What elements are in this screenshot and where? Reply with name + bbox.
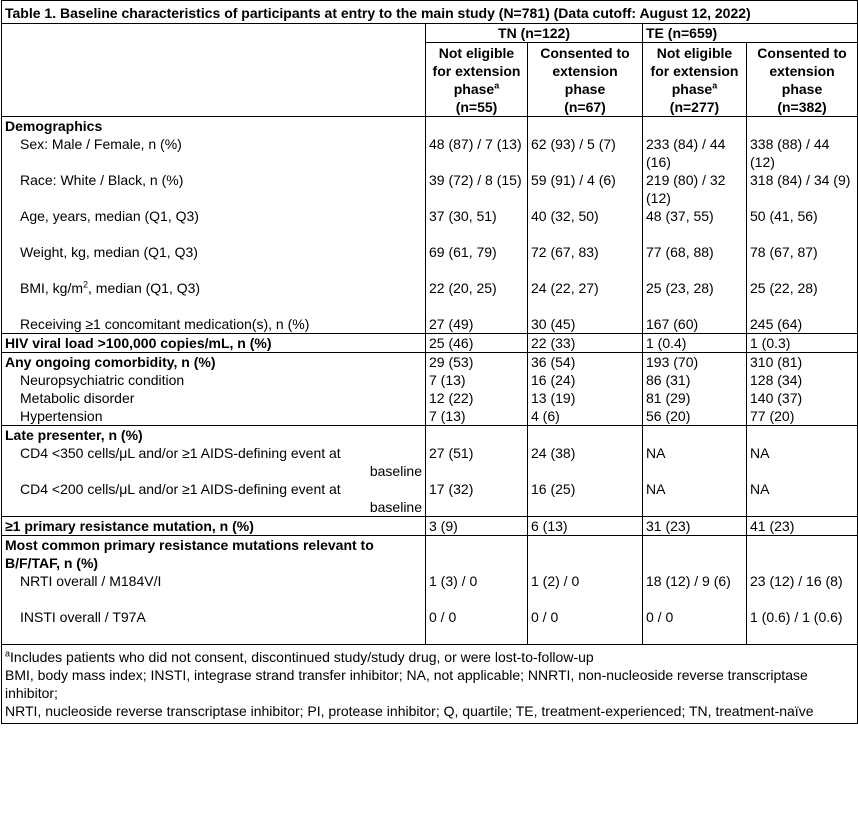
table-cell: NA xyxy=(643,480,747,517)
header-blank-cell xyxy=(2,24,426,117)
table-row xyxy=(2,480,858,517)
row-label-line: CD4 <350 cells/μL and/or ≥1 AIDS-defining event at xyxy=(20,445,341,461)
table-row xyxy=(2,207,858,243)
column-header-label: Consented to extension phase xyxy=(757,45,847,97)
row-label-comorbidity: Any ongoing comorbidity, n (%) xyxy=(2,353,426,372)
table-cell: 0 / 0 xyxy=(528,608,643,645)
row-label: Hypertension xyxy=(2,407,426,426)
table-cell: 48 (37, 55) xyxy=(643,207,747,243)
heading-line: Most common primary resistance mutations relevant to xyxy=(5,537,374,553)
table-row xyxy=(2,517,858,536)
table-cell: 77 (20) xyxy=(747,407,858,426)
footnote-marker: a xyxy=(712,80,718,91)
column-header-tn-consented xyxy=(528,43,643,117)
empty-cell xyxy=(643,536,747,573)
table-cell: 23 (12) / 16 (8) xyxy=(747,572,858,608)
table-row xyxy=(2,444,858,480)
row-label: Receiving ≥1 concomitant medication(s), n (%) xyxy=(2,315,426,334)
table-cell: 3 (9) xyxy=(426,517,528,536)
table-cell: 31 (23) xyxy=(643,517,747,536)
section-heading-demographics: Demographics xyxy=(2,117,426,136)
table-cell: 310 (81) xyxy=(747,353,858,372)
table-row xyxy=(2,334,858,353)
table-row xyxy=(2,243,858,279)
column-header-n: (n=382) xyxy=(777,99,827,115)
row-label xyxy=(2,444,426,480)
table-cell: 1 (0.4) xyxy=(643,334,747,353)
table-cell: 0 / 0 xyxy=(643,608,747,645)
footnote-marker: a xyxy=(494,80,500,91)
column-header-n: (n=277) xyxy=(669,99,720,115)
row-label: INSTI overall / T97A xyxy=(2,608,426,645)
row-label xyxy=(2,279,426,315)
footnote-abbreviations-1: BMI, body mass index; INSTI, integrase strand transfer inhibitor; NA, not applicable; NNRTI, non-nucleoside reverse transcriptase inhibitor; xyxy=(5,667,808,701)
table-cell: 59 (91) / 4 (6) xyxy=(528,171,643,207)
table-row xyxy=(2,407,858,426)
footnote-a-text: Includes patients who did not consent, discontinued study/study drug, or were lost-to-follow-up xyxy=(10,649,594,665)
table-row xyxy=(2,279,858,315)
table-cell: 6 (13) xyxy=(528,517,643,536)
table-cell: 27 (49) xyxy=(426,315,528,334)
row-label-hiv-viral-load: HIV viral load >100,000 copies/mL, n (%) xyxy=(2,334,426,353)
row-label-line: CD4 <200 cells/μL and/or ≥1 AIDS-defining event at xyxy=(20,481,341,497)
baseline-characteristics-table xyxy=(1,0,858,724)
table-cell: 24 (22, 27) xyxy=(528,279,643,315)
table-cell: 219 (80) / 32 (12) xyxy=(643,171,747,207)
table-cell: 50 (41, 56) xyxy=(747,207,858,243)
table-row xyxy=(2,572,858,608)
section-heading-common-mutations xyxy=(2,536,426,573)
table-cell: 25 (23, 28) xyxy=(643,279,747,315)
empty-cell xyxy=(528,536,643,573)
table-cell: 140 (37) xyxy=(747,389,858,407)
row-label: Neuropsychiatric condition xyxy=(2,371,426,389)
table-cell: 193 (70) xyxy=(643,353,747,372)
table-cell: 77 (68, 88) xyxy=(643,243,747,279)
table-cell: 1 (2) / 0 xyxy=(528,572,643,608)
table-cell: NA xyxy=(643,444,747,480)
table-cell: 1 (0.6) / 1 (0.6) xyxy=(747,608,858,645)
table-cell: 7 (13) xyxy=(426,407,528,426)
section-heading-late-presenter: Late presenter, n (%) xyxy=(2,426,426,445)
table-cell: 56 (20) xyxy=(643,407,747,426)
table-row xyxy=(2,608,858,645)
row-label-line: baseline xyxy=(369,463,422,479)
table-cell: 36 (54) xyxy=(528,353,643,372)
column-header-label: Not eligible for extension phase xyxy=(432,45,521,97)
bmi-label-part: , median (Q1, Q3) xyxy=(88,280,201,296)
column-header-label: Not eligible for extension phase xyxy=(650,45,739,97)
table-cell: 1 (0.3) xyxy=(747,334,858,353)
column-header-te-consented xyxy=(747,43,858,117)
footnote-abbreviations-2: NRTI, nucleoside reverse transcriptase inhibitor; PI, protease inhibitor; Q, quartile; TE, treatment-experienced; TN, treatment-naïve xyxy=(5,703,814,719)
footnote-a xyxy=(5,648,854,666)
row-label xyxy=(2,480,426,517)
table-cell: 12 (22) xyxy=(426,389,528,407)
table-row xyxy=(2,135,858,171)
column-header-label: Consented to extension phase xyxy=(540,45,630,97)
empty-cell xyxy=(528,426,643,445)
table-cell: 233 (84) / 44 (16) xyxy=(643,135,747,171)
table-cell: 13 (19) xyxy=(528,389,643,407)
table-cell: NA xyxy=(747,444,858,480)
table-cell: 22 (33) xyxy=(528,334,643,353)
table-cell: 128 (34) xyxy=(747,371,858,389)
table-cell: 62 (93) / 5 (7) xyxy=(528,135,643,171)
table-row xyxy=(2,389,858,407)
table-cell: 318 (84) / 34 (9) xyxy=(747,171,858,207)
column-header-n: (n=67) xyxy=(564,99,606,115)
table-cell: 17 (32) xyxy=(426,480,528,517)
empty-cell xyxy=(528,117,643,136)
empty-cell xyxy=(643,426,747,445)
empty-cell xyxy=(426,536,528,573)
row-label-resistance-mutation: ≥1 primary resistance mutation, n (%) xyxy=(2,517,426,536)
table-cell: 37 (30, 51) xyxy=(426,207,528,243)
superscript: 2 xyxy=(83,279,89,290)
column-header-tn-not-eligible xyxy=(426,43,528,117)
empty-cell xyxy=(426,117,528,136)
column-header-n: (n=55) xyxy=(455,99,498,115)
table-cell: 7 (13) xyxy=(426,371,528,389)
table-cell: 4 (6) xyxy=(528,407,643,426)
bmi-label-part: BMI, kg/m xyxy=(20,280,84,296)
table-cell: 16 (24) xyxy=(528,371,643,389)
table-cell: 16 (25) xyxy=(528,480,643,517)
table-cell: 48 (87) / 7 (13) xyxy=(426,135,528,171)
table-cell: 27 (51) xyxy=(426,444,528,480)
table-cell: 0 / 0 xyxy=(426,608,528,645)
table-cell: 81 (29) xyxy=(643,389,747,407)
table-cell: 39 (72) / 8 (15) xyxy=(426,171,528,207)
row-label: NRTI overall / M184V/I xyxy=(2,572,426,608)
group-header-tn: TN (n=122) xyxy=(426,24,643,43)
table-cell: 72 (67, 83) xyxy=(528,243,643,279)
column-header-te-not-eligible xyxy=(643,43,747,117)
group-header-te: TE (n=659) xyxy=(643,24,858,43)
table-cell: 41 (23) xyxy=(747,517,858,536)
table-row xyxy=(2,353,858,372)
table-cell: NA xyxy=(747,480,858,517)
empty-cell xyxy=(747,536,858,573)
row-label: Sex: Male / Female, n (%) xyxy=(2,135,426,171)
table-row xyxy=(2,371,858,389)
empty-cell xyxy=(747,426,858,445)
table-cell: 1 (3) / 0 xyxy=(426,572,528,608)
table-cell: 40 (32, 50) xyxy=(528,207,643,243)
empty-cell xyxy=(747,117,858,136)
table-row xyxy=(2,315,858,334)
table-cell: 86 (31) xyxy=(643,371,747,389)
table-cell: 69 (61, 79) xyxy=(426,243,528,279)
empty-cell xyxy=(426,426,528,445)
table-footnotes xyxy=(2,645,858,724)
empty-cell xyxy=(643,117,747,136)
footnote-marker: a xyxy=(5,648,11,659)
heading-line: B/F/TAF, n (%) xyxy=(5,555,99,571)
table-cell: 78 (67, 87) xyxy=(747,243,858,279)
table-cell: 245 (64) xyxy=(747,315,858,334)
table-cell: 30 (45) xyxy=(528,315,643,334)
row-label: Weight, kg, median (Q1, Q3) xyxy=(2,243,426,279)
table-cell: 29 (53) xyxy=(426,353,528,372)
table-cell: 25 (22, 28) xyxy=(747,279,858,315)
row-label: Race: White / Black, n (%) xyxy=(2,171,426,207)
row-label: Age, years, median (Q1, Q3) xyxy=(2,207,426,243)
table-cell: 338 (88) / 44 (12) xyxy=(747,135,858,171)
table-cell: 22 (20, 25) xyxy=(426,279,528,315)
table-cell: 18 (12) / 9 (6) xyxy=(643,572,747,608)
row-label: Metabolic disorder xyxy=(2,389,426,407)
table-cell: 25 (46) xyxy=(426,334,528,353)
table-cell: 24 (38) xyxy=(528,444,643,480)
table-cell: 167 (60) xyxy=(643,315,747,334)
table-title: Table 1. Baseline characteristics of participants at entry to the main study (N=781) (Data cutoff: August 12, 2022) xyxy=(2,1,858,24)
table-row xyxy=(2,171,858,207)
row-label-line: baseline xyxy=(369,499,422,515)
